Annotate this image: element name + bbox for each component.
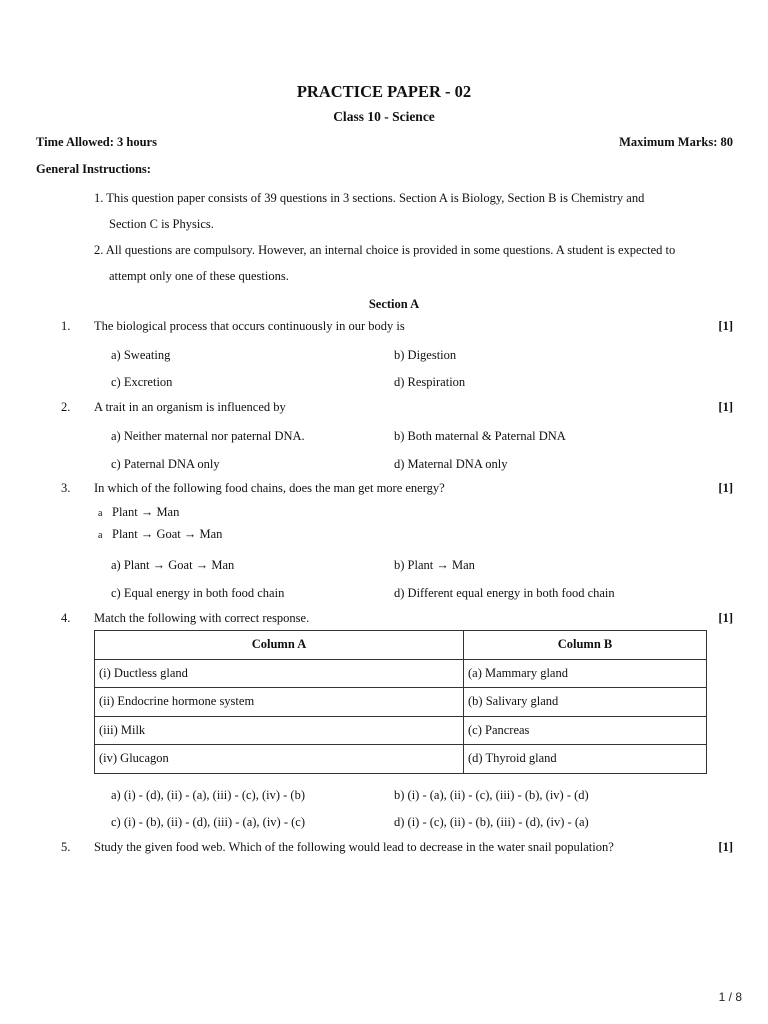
page-indicator: 1 / 8	[718, 990, 742, 1004]
question-1-text: The biological process that occurs continuously in our body is	[94, 319, 405, 333]
question-4-option-b: b) (i) - (a), (ii) - (c), (iii) - (b), (iv) - (d)	[394, 788, 589, 802]
question-5-text: Study the given food web. Which of the following would lead to decrease in the water snail population?	[94, 840, 614, 854]
question-1-number: 1.	[61, 319, 71, 333]
question-4-number: 4.	[61, 611, 71, 625]
question-2-option-a: a) Neither maternal nor paternal DNA.	[111, 429, 305, 443]
question-3-marks: [1]	[718, 481, 733, 495]
table-row	[95, 659, 707, 688]
column-b-cell: (b) Salivary gland	[464, 688, 707, 717]
column-a-cell: (iii) Milk	[95, 716, 464, 745]
question-1-option-b: b) Digestion	[394, 348, 457, 362]
time-allowed: Time Allowed: 3 hours	[36, 135, 157, 149]
table-row	[95, 688, 707, 717]
table-row	[95, 716, 707, 745]
match-table-header-row	[95, 631, 707, 660]
question-1-option-d: d) Respiration	[394, 375, 466, 389]
column-b-header: Column B	[464, 631, 707, 660]
question-4-option-a: a) (i) - (d), (ii) - (a), (iii) - (c), (iv) - (b)	[111, 788, 305, 802]
question-3-bullet-2	[98, 527, 222, 542]
instruction-2-line-1: 2. All questions are compulsory. However, an internal choice is provided in some questions. A student is expected to	[94, 243, 676, 257]
question-5-number: 5.	[61, 840, 71, 854]
column-b-cell: (d) Thyroid gland	[464, 745, 707, 774]
question-4-text: Match the following with correct response.	[94, 611, 310, 625]
column-a-cell: (ii) Endocrine hormone system	[95, 688, 464, 717]
bullet-icon: a	[98, 530, 103, 541]
question-3-number: 3.	[61, 481, 71, 495]
question-2-option-c: c) Paternal DNA only	[111, 457, 220, 471]
question-2-marks: [1]	[718, 400, 733, 414]
question-3-option-b: b) Plant → Man	[394, 558, 475, 572]
column-a-header: Column A	[95, 631, 464, 660]
question-3-bullet-1-text: Plant → Man	[112, 505, 180, 519]
question-5-marks: [1]	[718, 840, 733, 854]
question-4-option-c: c) (i) - (b), (ii) - (d), (iii) - (a), (iv) - (c)	[111, 815, 305, 829]
question-2-text: A trait in an organism is influenced by	[94, 400, 286, 414]
column-a-cell: (iv) Glucagon	[95, 745, 464, 774]
table-row	[95, 745, 707, 774]
question-2-number: 2.	[61, 400, 71, 414]
column-b-cell: (a) Mammary gland	[464, 659, 707, 688]
question-2-option-d: d) Maternal DNA only	[394, 457, 508, 471]
question-3-option-a: a) Plant → Goat → Man	[111, 558, 235, 572]
question-3-bullet-2-text: Plant → Goat → Man	[112, 527, 223, 541]
question-1-option-a: a) Sweating	[111, 348, 171, 362]
instructions-heading: General Instructions:	[36, 162, 151, 176]
paper-title: PRACTICE PAPER - 02	[296, 82, 472, 101]
question-3-option-d: d) Different equal energy in both food chain	[394, 586, 615, 600]
question-1-option-c: c) Excretion	[111, 375, 173, 389]
instruction-1-line-1: 1. This question paper consists of 39 questions in 3 sections. Section A is Biology, Section B is Chemistry and	[94, 191, 645, 205]
question-3-text: In which of the following food chains, does the man get more energy?	[94, 481, 445, 495]
maximum-marks: Maximum Marks: 80	[619, 135, 733, 149]
question-4-marks: [1]	[718, 611, 733, 625]
question-3-option-c: c) Equal energy in both food chain	[111, 586, 285, 600]
paper-subtitle: Class 10 - Science	[333, 109, 435, 124]
instruction-1-line-2: Section C is Physics.	[109, 217, 214, 231]
instruction-2-line-2: attempt only one of these questions.	[109, 269, 289, 283]
column-a-cell: (i) Ductless gland	[95, 659, 464, 688]
match-table	[94, 630, 707, 774]
column-b-cell: (c) Pancreas	[464, 716, 707, 745]
bullet-icon: a	[98, 508, 103, 519]
question-2-option-b: b) Both maternal & Paternal DNA	[394, 429, 566, 443]
question-1-marks: [1]	[718, 319, 733, 333]
section-a-heading: Section A	[368, 297, 420, 311]
question-3-bullet-1	[98, 505, 179, 520]
question-4-option-d: d) (i) - (c), (ii) - (b), (iii) - (d), (iv) - (a)	[394, 815, 589, 829]
